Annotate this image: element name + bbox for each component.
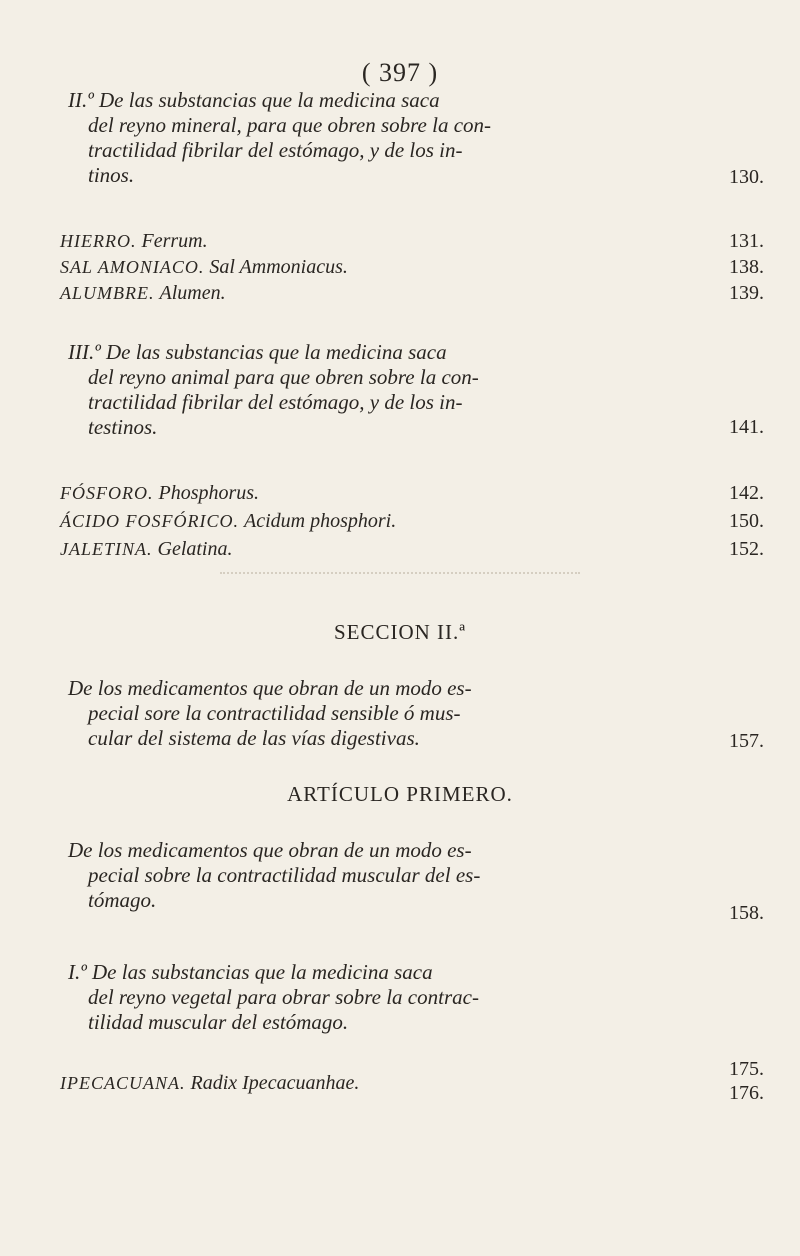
entry-latin: Gelatina. bbox=[157, 538, 233, 560]
text-line: pecial sore la contractilidad sensible ó mus- bbox=[88, 701, 461, 725]
page-ref: 139. bbox=[729, 282, 764, 304]
entry-name: FÓSFORO. bbox=[60, 483, 154, 503]
page-ref: 152. bbox=[729, 538, 764, 560]
article-title: ARTÍCULO PRIMERO. bbox=[287, 782, 513, 806]
page-ref: 176. bbox=[729, 1082, 764, 1104]
text-line: del reyno animal para que obren sobre la con- bbox=[88, 365, 479, 389]
page-ref: 150. bbox=[729, 510, 764, 532]
entry-name: IPECACUANA. bbox=[60, 1073, 186, 1093]
text-line: del reyno mineral, para que obren sobre la con- bbox=[88, 113, 492, 137]
divider bbox=[220, 572, 580, 580]
text-line: tómago. bbox=[88, 888, 157, 912]
entry-sal-amoniaco bbox=[60, 256, 348, 279]
text-line: cular del sistema de las vías digestivas. bbox=[88, 726, 420, 750]
entry-latin: Radix Ipecacuanhae. bbox=[190, 1072, 360, 1094]
text-line: pecial sobre la contractilidad muscular del es- bbox=[88, 863, 481, 887]
section-vegetal-heading bbox=[60, 960, 680, 1035]
entry-latin: Sal Ammoniacus. bbox=[209, 256, 348, 278]
page-number: ( 397 ) bbox=[361, 58, 439, 87]
page-ref: 175. bbox=[729, 1058, 764, 1080]
entry-latin: Alumen. bbox=[159, 282, 226, 304]
entry-name: HIERRO. bbox=[60, 231, 137, 251]
text-line: testinos. bbox=[88, 415, 158, 439]
entry-hierro bbox=[60, 230, 208, 253]
text-line: tilidad muscular del estómago. bbox=[88, 1010, 349, 1034]
text-line: De los medicamentos que obran de un modo es- bbox=[68, 838, 472, 862]
entry-name: SAL AMONIACO. bbox=[60, 257, 205, 277]
entry-alumbre bbox=[60, 282, 226, 305]
entry-fosforo bbox=[60, 482, 259, 505]
text-line: tractilidad fibrilar del estómago, y de los in- bbox=[88, 390, 463, 414]
entry-name: ALUMBRE. bbox=[60, 283, 155, 303]
section-description bbox=[60, 676, 680, 751]
text-line: II.º De las substancias que la medicina saca bbox=[68, 88, 440, 112]
text-line: tinos. bbox=[88, 163, 135, 187]
text-line: De los medicamentos que obran de un modo es- bbox=[68, 676, 472, 700]
page-ref: 130. bbox=[729, 166, 764, 188]
page-ref: 141. bbox=[729, 416, 764, 438]
entry-latin: Phosphorus. bbox=[158, 482, 260, 504]
page-ref: 158. bbox=[729, 902, 764, 924]
article-description bbox=[60, 838, 680, 913]
page-ref: 138. bbox=[729, 256, 764, 278]
text-line: III.º De las substancias que la medicina saca bbox=[68, 340, 447, 364]
entry-name: JALETINA. bbox=[60, 539, 153, 559]
entry-ipecacuana bbox=[60, 1072, 359, 1095]
entry-jaletina bbox=[60, 538, 233, 561]
entry-latin: Acidum phosphori. bbox=[243, 510, 397, 532]
entry-acido-fosforico bbox=[60, 510, 396, 533]
section-title: SECCION II.ª bbox=[333, 620, 467, 644]
section-mineral-heading bbox=[60, 88, 680, 188]
page-ref: 142. bbox=[729, 482, 764, 504]
section-animal-heading bbox=[60, 340, 680, 440]
text-line: del reyno vegetal para obrar sobre la contrac- bbox=[88, 985, 479, 1009]
text-line: tractilidad fibrilar del estómago, y de los in- bbox=[88, 138, 463, 162]
entry-latin: Ferrum. bbox=[141, 230, 208, 252]
page-ref: 157. bbox=[729, 730, 764, 752]
page-ref: 131. bbox=[729, 230, 764, 252]
entry-name: ÁCIDO FOSFÓRICO. bbox=[60, 511, 239, 531]
text-line: I.º De las substancias que la medicina saca bbox=[68, 960, 433, 984]
